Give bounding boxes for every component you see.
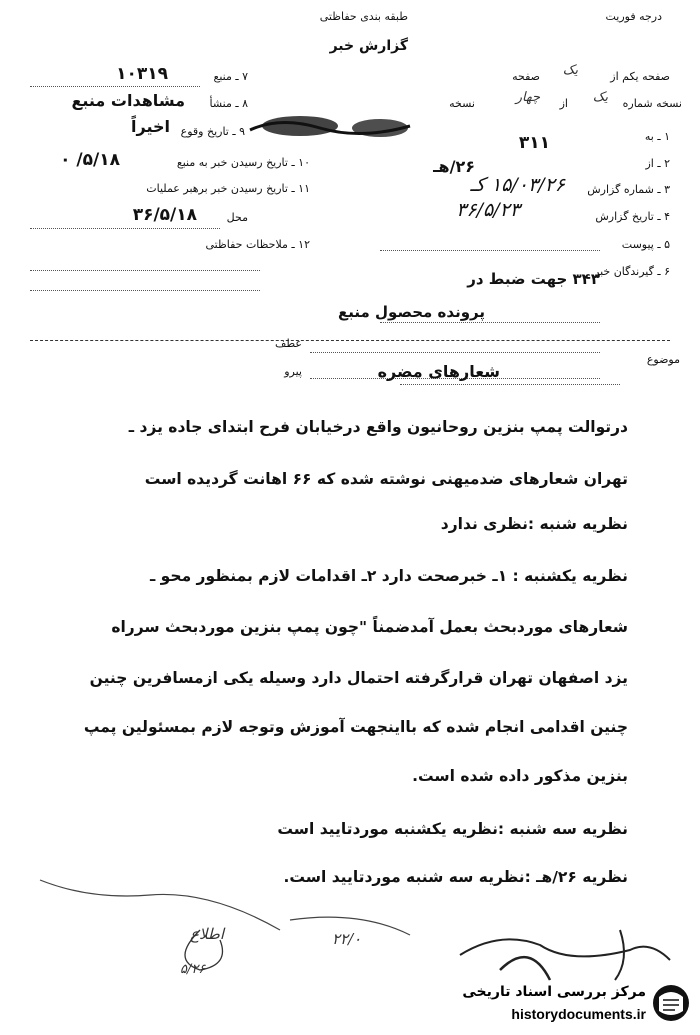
classification-label: طبقه بندی حفاظتی (319, 10, 408, 23)
page-label: صفحه یکم از (610, 70, 670, 83)
priority-label: درجه فوریت (605, 10, 662, 23)
field-3-label: ۳ ـ شماره گزارش (587, 183, 670, 196)
field-9-label: ۹ ـ تاریخ وقوع (180, 125, 245, 138)
copy-of: از (559, 97, 568, 110)
field-7-line (30, 86, 200, 87)
field-1-value: ۳۱۱ (518, 133, 550, 153)
subject-label: موضوع (646, 353, 680, 366)
handwritten-number: ۲۲/۰ (332, 930, 362, 948)
field-6-line (380, 322, 600, 323)
field-6-label: ۶ ـ گیرندگان خبر (594, 265, 670, 278)
header-separator (30, 340, 670, 341)
handwritten-date: ۵/۲۶ (180, 962, 206, 977)
copy-suffix: نسخه (449, 97, 475, 110)
field-11-label: ۱۱ ـ تاریخ رسیدن خبر برهبر عملیات (146, 182, 310, 195)
form-title: گزارش خبر (329, 38, 408, 54)
page-suffix: صفحه (512, 70, 540, 83)
watermark-org: مرکز بررسی اسناد تاریخی (462, 984, 646, 1000)
field-6-value: ۳۴۳ جهت ضبط در (467, 270, 600, 288)
field-5-line (380, 250, 600, 251)
field-12-line-1 (30, 270, 260, 271)
copy-total: چهار (515, 90, 540, 105)
field-5-label: ۵ ـ پیوست (621, 238, 670, 251)
subject-line (400, 384, 620, 385)
body-line-2: تهران شعارهای ضدمیهنی نوشته شده که ۶۶ اهانت گردیده است (144, 470, 628, 488)
watermark-url: historydocuments.ir (511, 1006, 646, 1022)
subject-value: شعارهای مضره (377, 362, 500, 381)
body-line-1: درتوالت پمپ بنزین روحانیون واقع درخیابان فرح ابتدای جاده یزد ـ (128, 418, 628, 436)
field-6-value-2: پرونده محصول منبع (338, 303, 485, 321)
field-8-label: ۸ ـ منشأ (209, 97, 248, 110)
field-11-line (30, 228, 220, 229)
body-line-10: نظریه ۲۶/هـ :نظریه سه شنبه موردتایید است. (283, 868, 628, 886)
body-line-4: نظریه یکشنبه : ۱ـ خبرصحت دارد ۲ـ اقدامات لازم بمنظور محو ـ (149, 567, 628, 585)
field-8-value: مشاهدات منبع (71, 91, 185, 110)
field-2-value: ۲۶/هـ (433, 157, 475, 176)
field-2-label: ۲ ـ از (645, 157, 670, 170)
field-12-line-2 (30, 290, 260, 291)
archive-logo-icon (650, 982, 692, 1024)
copy-value: یک (592, 90, 608, 105)
field-7-label: ۷ ـ منبع (213, 70, 248, 83)
body-line-7: چنین اقدامی انجام شده که بااینجهت آموزش وتوجه لازم بمسئولین پمپ (83, 718, 628, 736)
field-7-value: ۱۰۳۱۹ (116, 64, 168, 84)
field-10-value: ۵/۱۸/ ۰ (60, 150, 120, 170)
copy-label: نسخه شماره (622, 97, 682, 110)
body-line-9: نظریه سه شنبه :نظریه یکشنبه موردتایید است (277, 820, 628, 838)
field-4-label: ۴ ـ تاریخ گزارش (595, 210, 670, 223)
ink-stamp-blot (240, 108, 440, 144)
body-line-3: نظریه شنبه :نظری ندارد (440, 515, 628, 533)
field-12-label: ۱۲ ـ ملاحظات حفاظتی (205, 238, 310, 251)
field-9-value: اخیراً (131, 117, 170, 136)
page-value: یک (562, 63, 578, 78)
body-line-6: یزد اصفهان تهران قرارگرفته احتمال دارد وسیله یکی ازمسافرین چنین (89, 669, 628, 687)
body-line-8: بنزین مذکور داده شده است. (412, 767, 628, 785)
field-3-value: ۱۵/۰۳/۲۶ کـ (470, 174, 565, 196)
field-4-value: ۳۶/۵/۲۳ (456, 199, 520, 221)
place-label: محل (226, 211, 248, 224)
atf-label: عطف (275, 337, 302, 350)
field-10-label: ۱۰ ـ تاریخ رسیدن خبر به منبع (176, 156, 310, 169)
body-line-5: شعارهای موردبحث بعمل آمدضمناً "چون پمپ بنزین موردبحث سرراه (111, 618, 628, 636)
peyro-label: پیرو (284, 365, 302, 378)
handwritten-initial: اطلاع (190, 925, 225, 943)
field-11-value: ۳۶/۵/۱۸ (132, 205, 197, 225)
field-1-label: ۱ ـ به (644, 130, 670, 143)
atf-line (310, 352, 600, 353)
